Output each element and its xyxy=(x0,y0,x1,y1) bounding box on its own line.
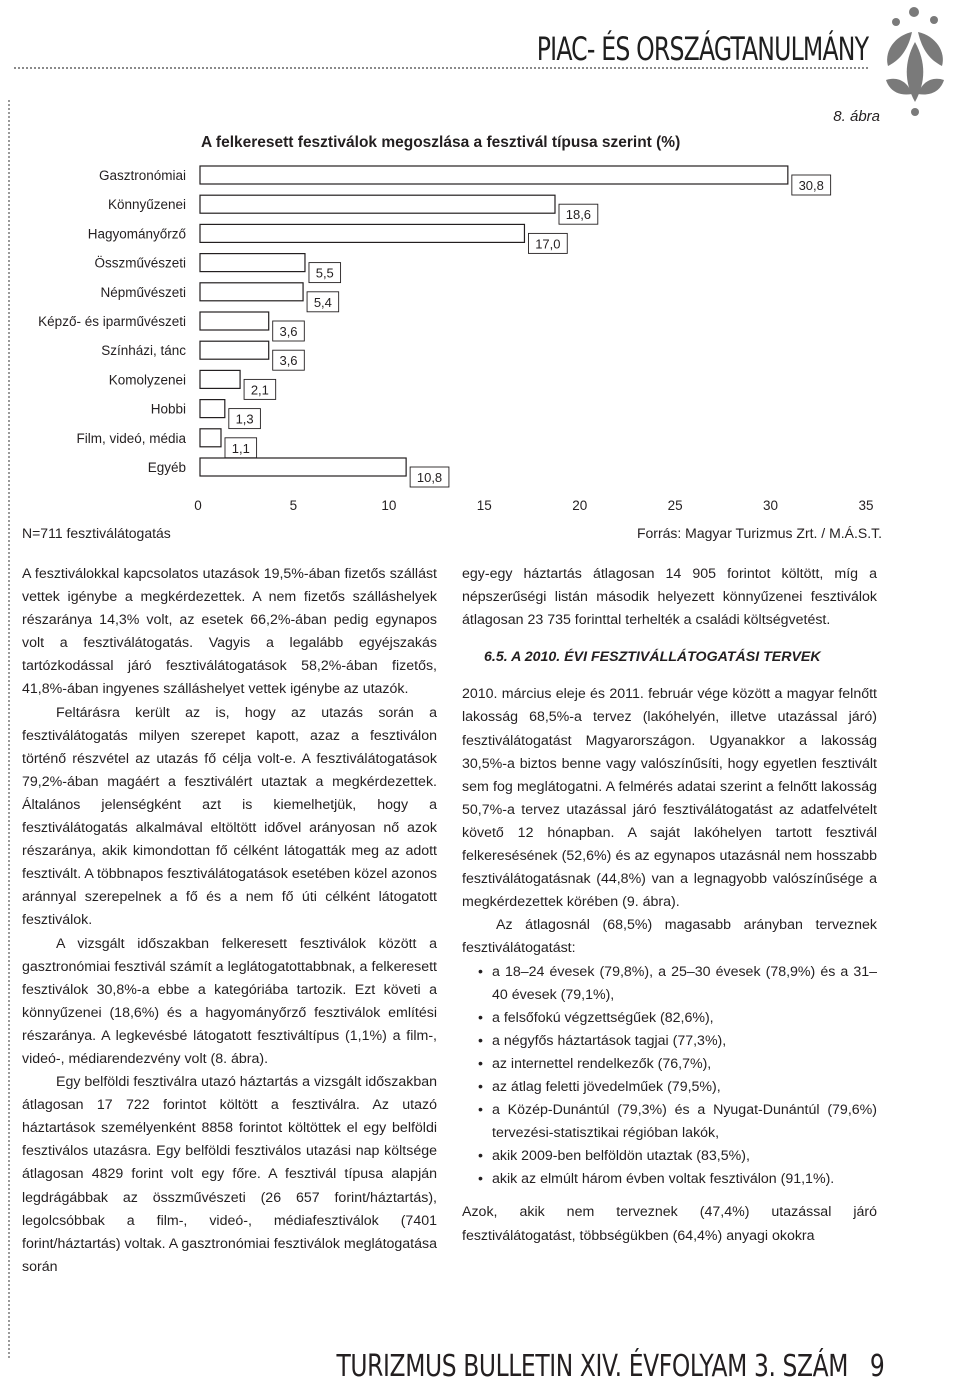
data-label: 2,1 xyxy=(250,382,269,398)
category-label: Összművészeti xyxy=(94,255,186,271)
list-item: • akik 2009-ben belföldön utaztak (83,5%), xyxy=(492,1145,877,1168)
x-tick-label: 25 xyxy=(667,498,683,513)
list-item: • az internettel rendelkezők (76,7%), xyxy=(492,1053,877,1076)
source-note: Forrás: Magyar Turizmus Zrt. / M.Á.S.T. xyxy=(636,525,882,541)
paragraph: egy-egy háztartás átlagosan 14 905 forintot költött, míg a népszerűségi listán második helyezett könnyűzenei fesztiválok átlagosan 23 735 forinttal terhelték a családi költségvetést. xyxy=(462,566,877,629)
bar xyxy=(200,224,524,242)
bar xyxy=(200,370,240,388)
category-label: Komolyzenei xyxy=(108,372,186,388)
x-tick-label: 30 xyxy=(763,498,779,513)
bar xyxy=(200,400,225,418)
sample-size-note: N=711 fesztiválátogatás xyxy=(22,525,171,541)
list-item: • az átlag feletti jövedelműek (79,5%), xyxy=(492,1076,877,1099)
data-label: 1,1 xyxy=(231,440,250,456)
header-dotted-rule xyxy=(14,67,868,69)
list-item: • a 18–24 évesek (79,8%), a 25–30 évesek (78,9%) és a 31–40 évesek (79,1%), xyxy=(492,961,877,1007)
paragraph: Egy belföldi fesztiválra utazó háztartás a vizsgált időszakban átlagosan 17 722 forintot költött a fesztiválra. Az utazó háztartások személyenként 8858 forintot költöttek el egy belföldi fesztiválos utazásra. Egy belföldi fesztiválos utazási nap költsége átlagosan 4829 forint volt egy főre. A fesztivál típusa alapján legdrágábbak az összművészeti (26 657 forint/háztartás), legolcsóbbak a film-, videó-, médiafesztiválok (7401 forint/háztartás) voltak. A gasztronómiai fesztiválok meglátogatása során xyxy=(22,1074,437,1275)
bar xyxy=(200,195,555,213)
category-label: Könnyűzenei xyxy=(107,197,186,213)
x-tick-label: 0 xyxy=(194,498,202,513)
bar xyxy=(200,283,303,301)
category-label: Népművészeti xyxy=(100,284,186,300)
list-item: • a négyfős háztartások tagjai (77,3%), xyxy=(492,1030,877,1053)
bar xyxy=(200,341,269,359)
chart-title: A felkeresett fesztiválok megoszlása a fesztivál típusa szerint (%) xyxy=(201,134,681,151)
paragraph: 2010. március eleje és 2011. február vége között a magyar felnőtt lakosság 68,5%-a tervez (lakóhelyén, illetve utazással járó) fesztiválátogatást Magyarországon. Ugyanakkor a lakosság 30,5%-a biztos benne vagy valószínűsíti, hogy egyetlen fesztivált sem fog meglátogatni. A felmérés adatai szerint a felnőtt lakosság 50,7%-a tervez utazással járó fesztiválátogatást az adatfelvételt követő 12 hónapban. A saját lakóhelyen tartott fesztivál felkeresésének (52,6%) és az egynapos utazásnál nem hosszabb fesztiválátogatásnak (44,8%) van a legnagyobb valószínűsége a megkérdezettek körében (9. ábra). xyxy=(462,686,877,911)
paragraph: A fesztiválokkal kapcsolatos utazások 19,5%-ában fizetős szállást vettek igénybe a megkérdezettek. A nem fizetős szálláshelyek részaránya 14,3% volt, az esetek 66,2%-ában pedig egynapos volt a fesztiválátogatás. Vagyis a legalább egyéjszakás tartózkodással járó fesztiválátogatások 58,2%-ában fizetős, 41,8%-ában ingyenes szálláshelyet vettek igénybe az utazók. xyxy=(22,566,437,698)
category-label: Egyéb xyxy=(147,460,186,475)
bar-chart xyxy=(0,150,960,530)
bar xyxy=(200,429,221,447)
footer xyxy=(336,1349,884,1384)
bar xyxy=(200,166,788,184)
folk-ornament-icon xyxy=(874,2,952,120)
data-label: 17,0 xyxy=(535,236,561,252)
data-label: 10,8 xyxy=(416,470,443,485)
figure-label: 8. ábra xyxy=(833,108,880,125)
data-label: 3,6 xyxy=(279,324,298,339)
list-item: • a felsőfokú végzettségűek (82,6%), xyxy=(492,1007,877,1030)
category-label: Képző- és iparművészeti xyxy=(38,314,186,329)
data-label: 5,5 xyxy=(315,265,334,281)
x-tick-label: 15 xyxy=(476,498,492,513)
data-label: 5,4 xyxy=(313,294,332,310)
running-header-title: PIAC- ÉS ORSZÁGTANULMÁNY xyxy=(536,30,868,68)
x-tick-label: 5 xyxy=(289,498,298,513)
data-label: 30,8 xyxy=(798,178,824,193)
data-label: 18,6 xyxy=(565,207,592,223)
publication-name: TURIZMUS BULLETIN XIV. ÉVFOLYAM 3. SZÁM xyxy=(336,1349,848,1384)
left-text-column xyxy=(22,563,437,1279)
page-number: 9 xyxy=(869,1349,884,1384)
data-label: 3,6 xyxy=(279,353,298,369)
category-label: Hagyományőrző xyxy=(87,226,186,242)
paragraph: Feltárásra került az is, hogy az utazás során a fesztiválátogatás milyen szerepet kapott, azaz a fesztiválon történő részvétel az utazás fő célja volt-e. A fesztiválátogatások 79,2%-ában magáért a fesztiválért utaztak a megkérdezettek. Általános jelenségként azt is kiemelhetjük, hogy a fesztiválátogatás alkalmával eltöltött idővel arányosan nő azok részaránya, akik kimondottan fő célként látogatták meg az adott fesztivált. A többnapos fesztiválátogatások esetében közel azonos aránnyal szerepelnek a fő és a nem fő úti célként látogatott fesztiválok. xyxy=(22,704,437,929)
paragraph: A vizsgált időszakban felkeresett fesztiválok között a gasztronómiai fesztivál számít a leglátogatottabbnak, a felkeresett fesztiválok 30,8%-a ebbe a kategóriába tartozik. Ezt követi a könnyűzenei (18,6%) és a hagyományőrző fesztiválok említési részaránya. A legkevésbé látogatott fesztiváltípus (1,1%) a film-, videó-, médiarendezvény volt (8. ábra). xyxy=(22,935,437,1067)
category-label: Gasztronómiai xyxy=(98,168,186,183)
x-tick-label: 20 xyxy=(572,498,588,513)
paragraph: Az átlagosnál (68,5%) magasabb arányban terveznek fesztiválátogatást: xyxy=(462,917,877,957)
right-text-column xyxy=(462,563,877,1248)
category-label: Színházi, tánc xyxy=(101,343,186,359)
x-tick-label: 35 xyxy=(858,498,874,513)
bar xyxy=(200,312,269,330)
bar xyxy=(200,254,305,272)
paragraph: Azok, akik nem terveznek (47,4%) utazással járó fesztiválátogatást, többségükben (64,4%) anyagi okokra xyxy=(462,1204,877,1244)
category-label: Hobbi xyxy=(150,401,186,417)
list-item: • a Közép-Dunántúl (79,3%) és a Nyugat-Dunántúl (79,6%) tervezési-statisztikai régióban lakók, xyxy=(492,1099,877,1145)
bar xyxy=(200,458,406,476)
list-item: • akik az elmúlt három évben voltak fesztiválon (91,1%). xyxy=(492,1168,877,1191)
category-label: Film, videó, média xyxy=(76,430,186,446)
x-tick-label: 10 xyxy=(381,498,397,513)
bullet-list xyxy=(462,961,877,1192)
section-heading: 6.5. A 2010. ÉVI FESZTIVÁLLÁTOGATÁSI TERVEK xyxy=(484,649,821,666)
data-label: 1,3 xyxy=(235,411,254,427)
